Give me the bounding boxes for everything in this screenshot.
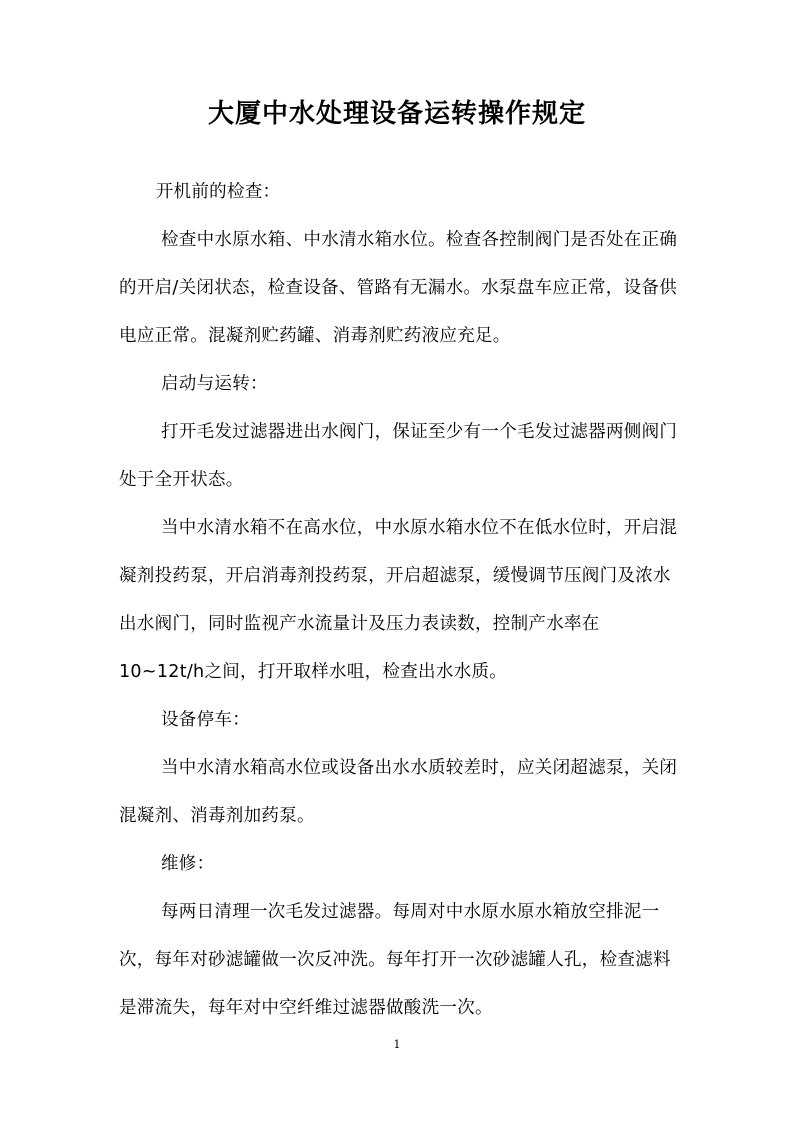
paragraph-startup-operation: 当中水清水箱不在高水位，中水原水箱水位不在低水位时，开启混凝剂投药泵，开启消毒剂投药泵，开启超滤泵，缓慢调节压阀门及浓水出水阀门，同时监视产水流量计及压力表读数，控制产水率在10~12t/h之间，打开取样水咀，检查出水水质。 [119,518,678,682]
paragraph-precheck: 检查中水原水箱、中水清水箱水位。检查各控制阀门是否处在正确的开启/关闭状态，检查设备、管路有无漏水。水泵盘车应正常，设备供电应正常。混凝剂贮药罐、消毒剂贮药液应充足。 [119,230,678,346]
paragraph-startup-filter: 打开毛发过滤器进出水阀门，保证至少有一个毛发过滤器两侧阀门处于全开状态。 [119,422,678,490]
page-number: 1 [393,1038,401,1051]
document-body [119,168,684,1032]
section-heading-maintenance: 维修： [161,854,215,874]
paragraph-maintenance: 每两日清理一次毛发过滤器。每周对中水原水原水箱放空排泥一次，每年对砂滤罐做一次反冲洗。每年打开一次砂滤罐人孔，检查滤料是滞流失，每年对中空纤维过滤器做酸洗一次。 [119,902,671,1018]
section-heading-startup: 启动与运转： [161,374,268,394]
section-heading-precheck: 开机前的检查： [155,182,281,202]
paragraph-shutdown: 当中水清水箱高水位或设备出水水质较差时，应关闭超滤泵，关闭混凝剂、消毒剂加药泵。 [119,758,678,826]
document-title: 大厦中水处理设备运转操作规定 [207,99,586,129]
section-heading-shutdown: 设备停车： [161,710,250,730]
